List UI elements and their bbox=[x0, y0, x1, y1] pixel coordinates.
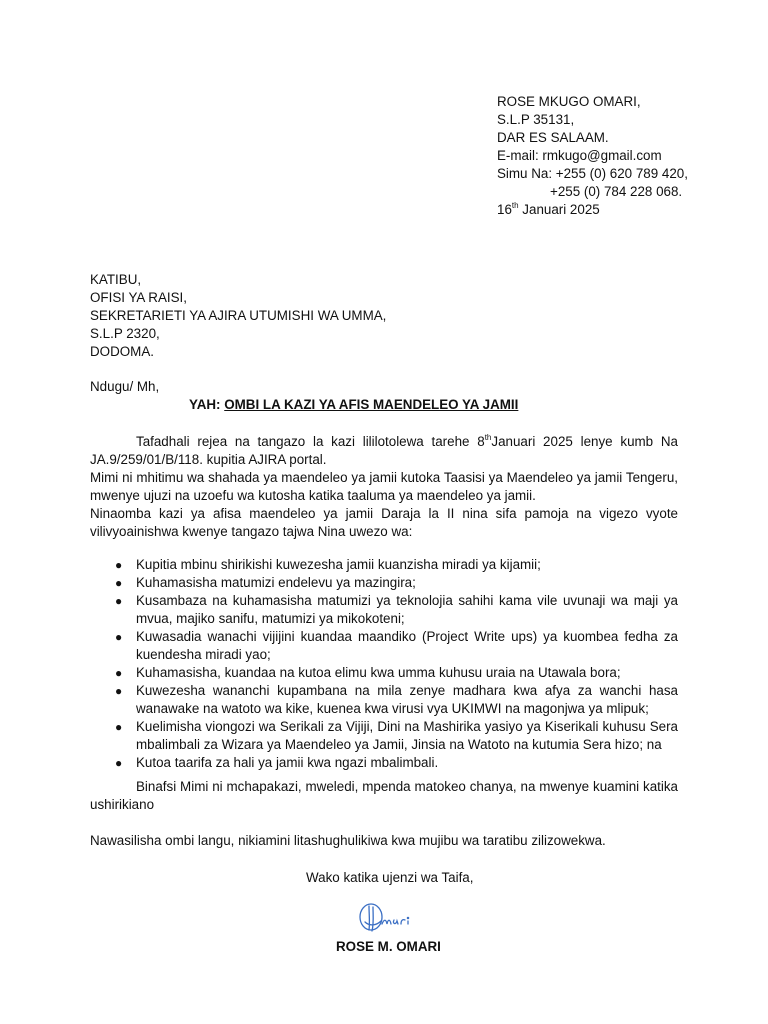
submission-statement: Nawasilisha ombi langu, nikiamini litashughulikiwa kwa mujibu wa taratibu zilizowekwa. bbox=[90, 833, 606, 848]
list-item bbox=[115, 556, 678, 574]
bullet-icon: ● bbox=[115, 756, 123, 770]
recipient-secretariat: SEKRETARIETI YA AJIRA UTUMISHI WA UMMA, bbox=[90, 308, 387, 323]
sender-city: DAR ES SALAAM. bbox=[497, 130, 609, 145]
recipient-title: KATIBU, bbox=[90, 272, 142, 287]
signoff: Wako katika ujenzi wa Taifa, bbox=[306, 870, 474, 885]
list-item bbox=[115, 754, 678, 772]
list-item bbox=[115, 592, 678, 628]
date-day: 16 bbox=[497, 202, 512, 217]
list-item-text: Kusambaza na kuhamasisha matumizi ya teknolojia sahihi kama vile uvunaji wa maji ya mvua, majiko sanifu, matumizi ya mikokoteni; bbox=[136, 593, 678, 626]
letter-date bbox=[497, 201, 688, 219]
date-suffix: th bbox=[511, 200, 519, 210]
bullet-icon: ● bbox=[115, 684, 123, 698]
list-item bbox=[115, 718, 678, 754]
list-item-text: Kuhamasisha, kuandaa na kutoa elimu kwa umma kuhusu uraia na Utawala bora; bbox=[136, 665, 621, 680]
sender-phone-1: Simu Na: +255 (0) 620 789 420, bbox=[497, 166, 688, 181]
recipient-city: DODOMA. bbox=[90, 344, 154, 359]
body-paragraph-request: Ninaomba kazi ya afisa maendeleo ya jamii Daraja la II nina sifa pamoja na vigezo vyote vilivyoainishwa kwenye tangazo tajwa Nina uwezo wa: bbox=[90, 506, 678, 539]
letter-body bbox=[90, 433, 678, 541]
bullet-icon: ● bbox=[115, 666, 123, 680]
sender-email: E-mail: rmkugo@gmail.com bbox=[497, 148, 662, 163]
bullet-icon: ● bbox=[115, 630, 123, 644]
recipient-office: OFISI YA RAISI, bbox=[90, 290, 187, 305]
list-item-text: Kuhamasisha matumizi endelevu ya mazingira; bbox=[136, 575, 416, 590]
bullet-icon: ● bbox=[115, 720, 123, 734]
body-paragraph-reference bbox=[90, 433, 678, 469]
list-item-text: Kupitia mbinu shirikishi kuwezesha jamii kuanzisha miradi ya kijamii; bbox=[136, 557, 541, 572]
handwritten-signature bbox=[356, 900, 422, 936]
bullet-icon: ● bbox=[115, 558, 123, 572]
reference-text-b: Januari 2025 lenye kumb Na JA.9/259/01/B/118. kupitia AJIRA portal. bbox=[90, 434, 678, 467]
list-item-text: Kuelimisha viongozi wa Serikali za Vijiji, Dini na Mashirika yasiyo ya Kiserikali kuhusu Sera mbalimbali za Wizara ya Maendeleo ya Jamii, Jinsia na Watoto na kutumia Sera hizo; na bbox=[136, 719, 678, 752]
closing-paragraph-text: Binafsi Mimi ni mchapakazi, mweledi, mpenda matokeo chanya, na mwenye kuamini katika ushirikiano bbox=[90, 779, 678, 812]
list-item-text: Kuwasadia wanachi vijijini kuandaa maandiko (Project Write ups) ya kuombea fedha za kuendesha miradi yao; bbox=[136, 629, 678, 662]
sender-po-box: S.L.P 35131, bbox=[497, 112, 575, 127]
list-item bbox=[115, 664, 678, 682]
recipient-address-block bbox=[90, 271, 386, 361]
reference-date-suffix: th bbox=[484, 432, 492, 442]
sender-address-block bbox=[497, 93, 688, 219]
bullet-icon: ● bbox=[115, 576, 123, 590]
list-item bbox=[115, 574, 678, 592]
salutation: Ndugu/ Mh, bbox=[90, 379, 160, 394]
list-item-text: Kuwezesha wananchi kupambana na mila zenye madhara kwa afya za wanchi hasa wanawake na watoto wa kike, kuenea kwa virusi vya UKIMWI na magonjwa ya mlipuk; bbox=[136, 683, 678, 716]
list-item bbox=[115, 682, 678, 718]
body-paragraph-qualification: Mimi ni mhitimu wa shahada ya maendeleo ya jamii kutoka Taasisi ya Maendeleo ya jamii Tengeru, mwenye ujuzi na uzoefu wa kutosha katika taaluma ya maendeleo ya jamii. bbox=[90, 470, 678, 503]
duties-list bbox=[115, 556, 678, 772]
subject-text: OMBI LA KAZI YA AFIS MAENDELEO YA JAMII bbox=[224, 397, 519, 412]
subject-line bbox=[189, 396, 518, 414]
bullet-icon: ● bbox=[115, 594, 123, 608]
list-item bbox=[115, 628, 678, 664]
subject-prefix: YAH: bbox=[189, 397, 225, 412]
sender-name: ROSE MKUGO OMARI, bbox=[497, 94, 641, 109]
closing-paragraph bbox=[90, 778, 678, 814]
date-rest: Januari 2025 bbox=[518, 202, 600, 217]
recipient-po-box: S.L.P 2320, bbox=[90, 326, 160, 341]
list-item-text: Kutoa taarifa za hali ya jamii kwa ngazi mbalimbali. bbox=[136, 755, 439, 770]
reference-text-a: Tafadhali rejea na tangazo la kazi lililotolewa tarehe 8 bbox=[136, 434, 485, 449]
signer-name: ROSE M. OMARI bbox=[336, 939, 441, 954]
sender-phone-2: +255 (0) 784 228 068. bbox=[550, 184, 683, 199]
